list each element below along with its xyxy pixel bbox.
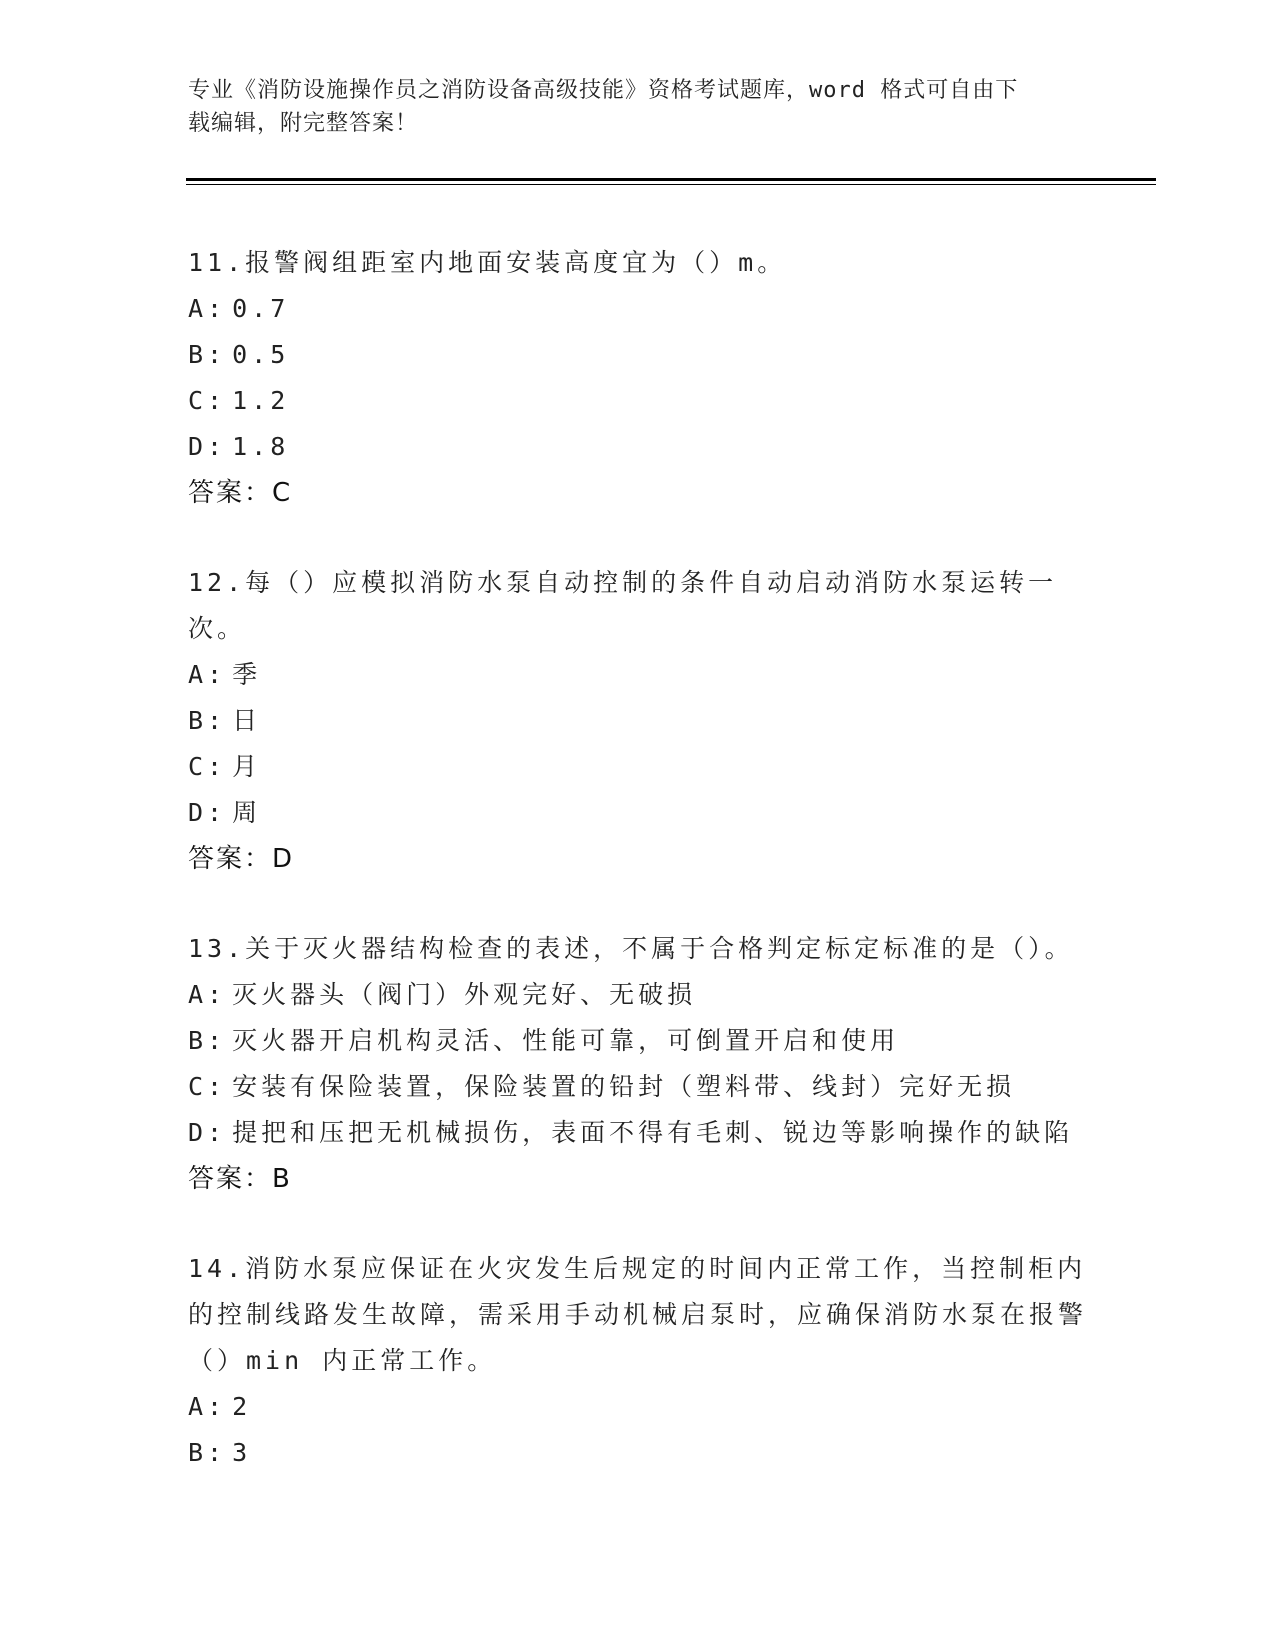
- question-list: [188, 240, 1088, 1520]
- option-c: C: 1.2: [188, 386, 290, 415]
- question-stem: 11.报警阀组距室内地面安装高度宜为（）m。: [188, 248, 787, 277]
- header-divider-thick: [186, 178, 1156, 181]
- question-stem: 14.消防水泵应保证在火灾发生后规定的时间内正常工作，当控制柜内的控制线路发生故障，需采用手动机械启泵时，应确保消防水泵在报警（）min 内正常工作。: [188, 1254, 1088, 1375]
- option-d: D: 1.8: [188, 432, 290, 461]
- question-11: [188, 240, 1088, 516]
- option-a: A: 0.7: [188, 294, 290, 323]
- question-stem: 12.每（）应模拟消防水泵自动控制的条件自动启动消防水泵运转一次。: [188, 568, 1058, 643]
- option-c: C: 月: [188, 752, 262, 781]
- option-b: B: 3: [188, 1438, 252, 1467]
- option-c: C: 安装有保险装置，保险装置的铅封（塑料带、线封）完好无损: [188, 1072, 1016, 1101]
- question-stem: 13.关于灭火器结构检查的表述，不属于合格判定标定标准的是（）。: [188, 934, 1074, 963]
- document-header: [188, 74, 1068, 140]
- answer-line: 答案：C: [188, 478, 293, 508]
- question-14: [188, 1246, 1088, 1476]
- header-divider-thin: [186, 184, 1156, 185]
- option-b: B: 0.5: [188, 340, 290, 369]
- answer-line: 答案：B: [188, 1164, 292, 1194]
- option-d: D: 周: [188, 798, 262, 827]
- option-b: B: 灭火器开启机构灵活、性能可靠，可倒置开启和使用: [188, 1026, 900, 1055]
- option-b: B: 日: [188, 706, 262, 735]
- answer-line: 答案：D: [188, 844, 295, 874]
- header-line-1: 专业《消防设施操作员之消防设备高级技能》资格考试题库，word 格式可自由下: [188, 78, 1019, 103]
- option-a: A: 灭火器头（阀门）外观完好、无破损: [188, 980, 697, 1009]
- header-line-2: 载编辑，附完整答案！: [188, 111, 419, 136]
- question-13: [188, 926, 1088, 1202]
- question-12: [188, 560, 1088, 882]
- option-a: A: 季: [188, 660, 262, 689]
- option-a: A: 2: [188, 1392, 252, 1421]
- option-d: D: 提把和压把无机械损伤，表面不得有毛刺、锐边等影响操作的缺陷: [188, 1118, 1074, 1147]
